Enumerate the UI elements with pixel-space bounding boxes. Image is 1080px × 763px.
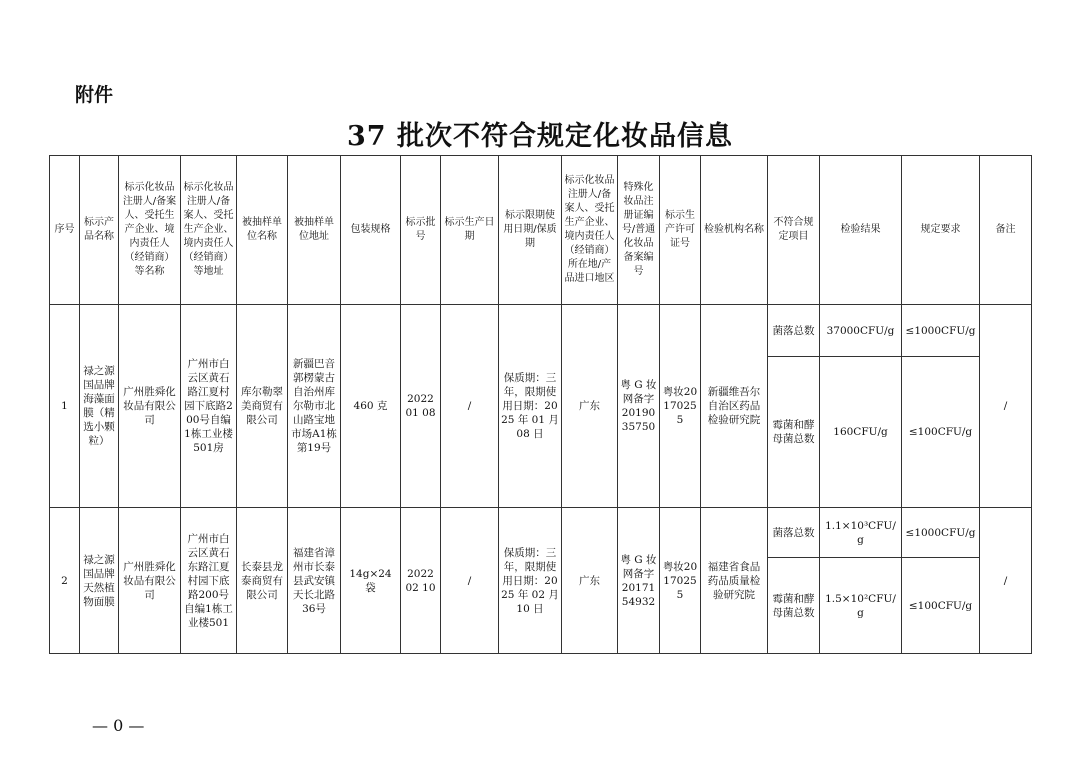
annex-label: 附件 bbox=[75, 84, 114, 106]
cell-shelf-life: 保质期：三年，限期使用日期：2025 年 01 月 08 日 bbox=[499, 305, 562, 508]
cell-item: 霉菌和酵母菌总数 bbox=[768, 558, 820, 654]
cell-result: 160CFU/g bbox=[820, 357, 902, 508]
cell-cert: 粤 G 妆网备字2017154932 bbox=[618, 508, 660, 654]
cell-limit: ≤1000CFU/g bbox=[902, 508, 980, 558]
cell-lab: 新疆维吾尔自治区药品检验研究院 bbox=[701, 305, 768, 508]
header-cell: 标示生产许可证号 bbox=[660, 156, 701, 305]
cell-limit: ≤100CFU/g bbox=[902, 558, 980, 654]
cell-company: 广州胜舜化妆品有限公司 bbox=[119, 305, 181, 508]
header-cell: 不符合规定项目 bbox=[768, 156, 820, 305]
cell-address: 广州市白云区黄石路江夏村园下底路200号自编1栋工业楼501房 bbox=[181, 305, 237, 508]
cell-product: 禄之源国品牌海藻面膜（精选小颗粒） bbox=[80, 305, 119, 508]
cell-product: 禄之源国品牌天然植物面膜 bbox=[80, 508, 119, 654]
header-cell: 标示生产日期 bbox=[441, 156, 499, 305]
cell-sampled-address: 新疆巴音郭楞蒙古自治州库尔勒市北山路宝地市场A1栋第19号 bbox=[288, 305, 341, 508]
cell-lab: 福建省食品药品质量检验研究院 bbox=[701, 508, 768, 654]
cell-shelf-life: 保质期：三年，限期使用日期：2025 年 02 月 10 日 bbox=[499, 508, 562, 654]
cell-license: 粤妆20170255 bbox=[660, 305, 701, 508]
cell-item: 霉菌和酵母菌总数 bbox=[768, 357, 820, 508]
cell-result: 1.1×10³CFU/g bbox=[820, 508, 902, 558]
cell-address: 广州市白云区黄石东路江夏村园下底路200号自编1栋工业楼501 bbox=[181, 508, 237, 654]
header-row bbox=[50, 156, 1032, 305]
header-cell: 被抽样单位名称 bbox=[237, 156, 288, 305]
cell-result: 1.5×10²CFU/g bbox=[820, 558, 902, 654]
header-cell: 序号 bbox=[50, 156, 80, 305]
cell-batch: 2022 01 08 bbox=[401, 305, 441, 508]
header-cell: 标示批号 bbox=[401, 156, 441, 305]
cell-item: 菌落总数 bbox=[768, 508, 820, 558]
cell-result: 37000CFU/g bbox=[820, 305, 902, 357]
header-cell: 规定要求 bbox=[902, 156, 980, 305]
cell-batch: 2022 02 10 bbox=[401, 508, 441, 654]
cell-spec: 14g×24 袋 bbox=[341, 508, 401, 654]
header-cell: 检验机构名称 bbox=[701, 156, 768, 305]
cell-region: 广东 bbox=[562, 305, 618, 508]
cell-no: 1 bbox=[50, 305, 80, 508]
cell-spec: 460 克 bbox=[341, 305, 401, 508]
cell-sampled-unit: 长泰县龙泰商贸有限公司 bbox=[237, 508, 288, 654]
header-cell: 标示化妆品注册人/备案人、受托生产企业、境内责任人（经销商）所在地/产品进口地区 bbox=[562, 156, 618, 305]
cell-limit: ≤100CFU/g bbox=[902, 357, 980, 508]
header-cell: 标示化妆品注册人/备案人、受托生产企业、境内责任人（经销商）等地址 bbox=[181, 156, 237, 305]
header-cell: 检验结果 bbox=[820, 156, 902, 305]
cell-company: 广州胜舜化妆品有限公司 bbox=[119, 508, 181, 654]
header-cell: 包装规格 bbox=[341, 156, 401, 305]
cell-sampled-unit: 库尔勒翠美商贸有限公司 bbox=[237, 305, 288, 508]
cell-no: 2 bbox=[50, 508, 80, 654]
cell-prod-date: / bbox=[441, 508, 499, 654]
cell-cert: 粤 G 妆网备字2019035750 bbox=[618, 305, 660, 508]
header-cell: 特殊化妆品注册证编号/普通化妆品备案编号 bbox=[618, 156, 660, 305]
cell-remark: / bbox=[980, 305, 1032, 508]
header-cell: 标示限期使用日期/保质期 bbox=[499, 156, 562, 305]
cell-prod-date: / bbox=[441, 305, 499, 508]
header-cell: 标示产品名称 bbox=[80, 156, 119, 305]
cell-limit: ≤1000CFU/g bbox=[902, 305, 980, 357]
cell-item: 菌落总数 bbox=[768, 305, 820, 357]
table-row bbox=[50, 305, 1032, 357]
table-row bbox=[50, 508, 1032, 558]
page-title: 37 批次不符合规定化妆品信息 bbox=[347, 121, 733, 152]
header-cell: 备注 bbox=[980, 156, 1032, 305]
cell-region: 广东 bbox=[562, 508, 618, 654]
cell-sampled-address: 福建省漳州市长泰县武安镇天长北路36号 bbox=[288, 508, 341, 654]
noncompliant-cosmetics-table bbox=[49, 155, 1032, 654]
cell-license: 粤妆20170255 bbox=[660, 508, 701, 654]
page-number: — 0 — bbox=[92, 716, 145, 735]
header-cell: 被抽样单位地址 bbox=[288, 156, 341, 305]
cell-remark: / bbox=[980, 508, 1032, 654]
header-cell: 标示化妆品注册人/备案人、受托生产企业、境内责任人（经销商）等名称 bbox=[119, 156, 181, 305]
